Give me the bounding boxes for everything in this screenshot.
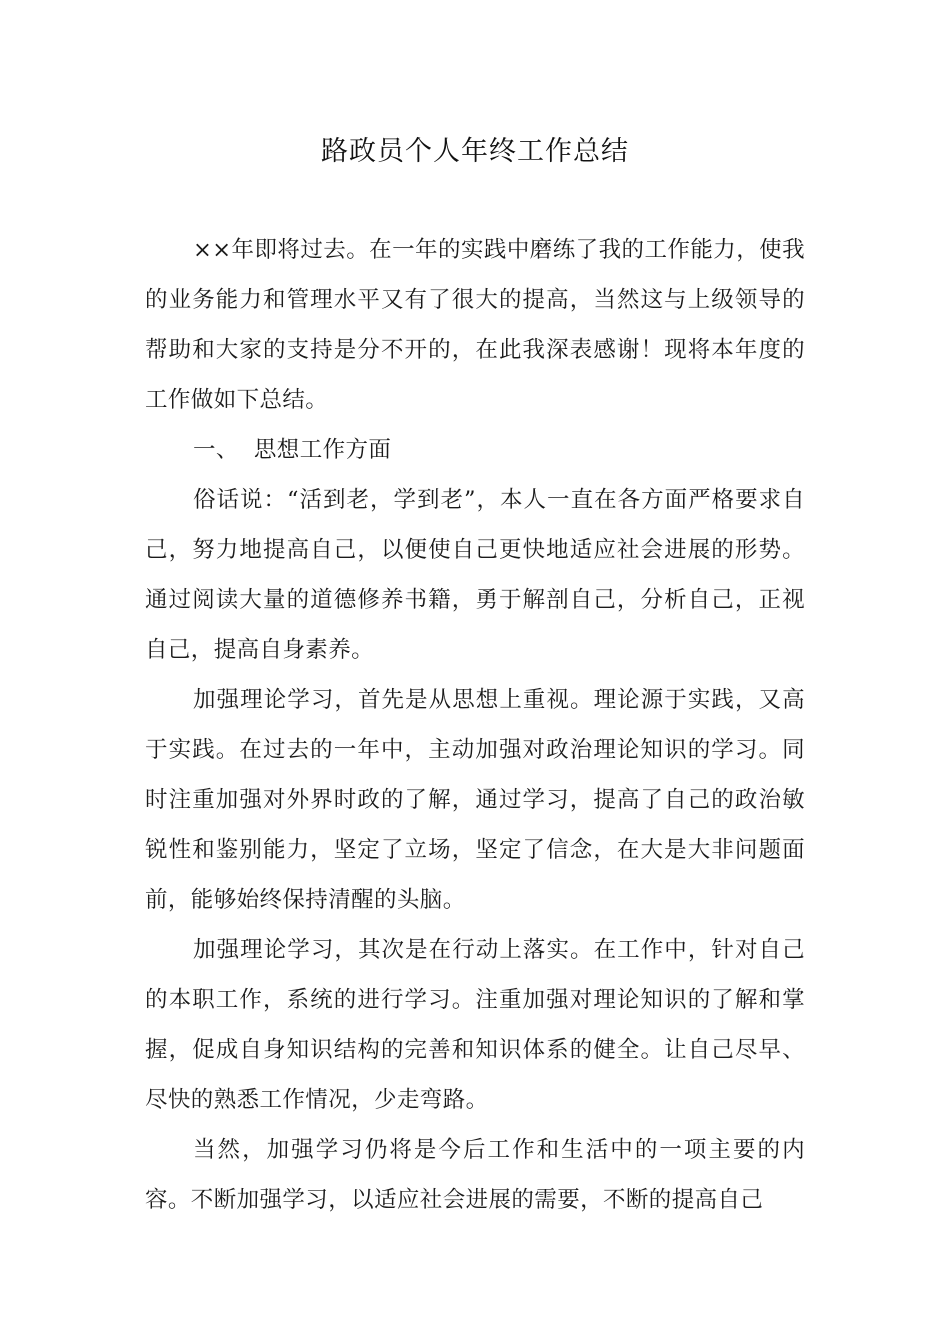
paragraph-continued-learning: 当然，加强学习仍将是今后工作和生活中的一项主要的内容。不断加强学习，以适应社会进展的需要，不断的提高自己	[145, 1137, 805, 1213]
document-title: 路政员个人年终工作总结	[321, 136, 629, 167]
document-body	[145, 225, 805, 1225]
section-heading-ideology: 一、 思想工作方面	[193, 437, 392, 463]
paragraph-intro: ××年即将过去。在一年的实践中磨练了我的工作能力，使我的业务能力和管理水平又有了很大的提高，当然这与上级领导的帮助和大家的支持是分不开的，在此我深表感谢！现将本年度的工作做如下总结。	[145, 237, 805, 413]
paragraph-theory-study-second: 加强理论学习，其次是在行动上落实。在工作中，针对自己的本职工作，系统的进行学习。注重加强对理论知识的了解和掌握，促成自身知识结构的完善和知识体系的健全。让自己尽早、尽快的熟悉工作情况，少走弯路。	[145, 937, 805, 1113]
paragraph-theory-study-first: 加强理论学习，首先是从思想上重视。理论源于实践，又高于实践。在过去的一年中，主动加强对政治理论知识的学习。同时注重加强对外界时政的了解，通过学习，提高了自己的政治敏锐性和鉴别能力，坚定了立场，坚定了信念，在大是大非问题面前，能够始终保持清醒的头脑。	[145, 687, 805, 913]
paragraph-self-discipline: 俗话说：“活到老，学到老”，本人一直在各方面严格要求自己，努力地提高自己，以便使自己更快地适应社会进展的形势。通过阅读大量的道德修养书籍，勇于解剖自己，分析自己，正视自己，提高自身素养。	[145, 487, 805, 663]
